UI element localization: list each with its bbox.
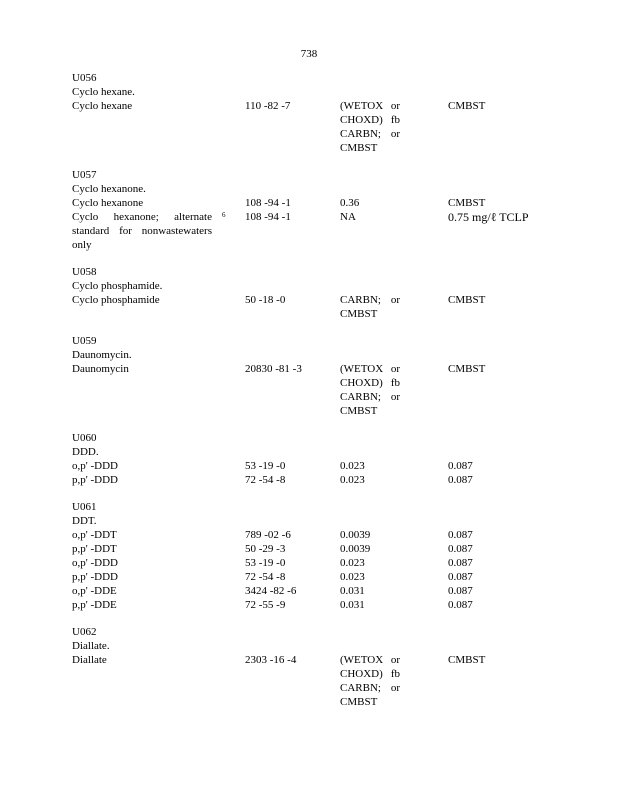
wastewater-standard-line bbox=[340, 404, 400, 418]
cas-number: 53 -19 -0 bbox=[245, 460, 286, 472]
wastewater-standard bbox=[340, 584, 400, 598]
technology-code: CMBST bbox=[340, 696, 378, 708]
technology-code: CMBST bbox=[340, 308, 378, 320]
wastewater-standard bbox=[340, 598, 400, 612]
wastewater-standard-line bbox=[340, 293, 400, 307]
wastewater-standard bbox=[340, 528, 400, 542]
constituent-row bbox=[72, 293, 572, 321]
waste-heading: Cyclo hexanone. bbox=[72, 183, 146, 195]
technology-connector: fb bbox=[390, 377, 400, 389]
waste-code: U057 bbox=[72, 169, 97, 181]
nonwastewater-standard: 0.087 bbox=[448, 571, 473, 583]
technology-code: CARBN; bbox=[340, 682, 381, 694]
constituent-name-line: Cyclo hexane bbox=[72, 100, 133, 112]
constituent-name-line: Cyclo phosphamide bbox=[72, 294, 160, 306]
wastewater-standard-line bbox=[340, 653, 400, 667]
cas-number: 50 -18 -0 bbox=[245, 294, 286, 306]
constituent-row bbox=[72, 473, 572, 487]
constituent-name bbox=[72, 653, 212, 667]
waste-section bbox=[72, 625, 572, 709]
technology-connector: fb bbox=[390, 668, 400, 680]
constituent-row bbox=[72, 528, 572, 542]
technology-code: 0.031 bbox=[340, 585, 365, 597]
constituent-name bbox=[72, 584, 212, 598]
cas-number: 108 -94 -1 bbox=[245, 211, 291, 223]
wastewater-standard bbox=[340, 459, 400, 473]
waste-section bbox=[72, 334, 572, 418]
nonwastewater-standard: 0.087 bbox=[448, 557, 473, 569]
technology-code: CMBST bbox=[340, 405, 378, 417]
waste-section bbox=[72, 71, 572, 155]
constituent-row bbox=[72, 556, 572, 570]
technology-connector: or bbox=[390, 128, 400, 140]
constituent-name-line: only bbox=[72, 239, 92, 251]
page-number: 738 bbox=[300, 48, 318, 60]
cas-number: 2303 -16 -4 bbox=[245, 654, 297, 666]
constituent-name bbox=[72, 598, 212, 612]
constituent-name bbox=[72, 362, 212, 376]
cas-number: 72 -54 -8 bbox=[245, 474, 286, 486]
wastewater-standard-line bbox=[340, 695, 400, 709]
waste-code: U058 bbox=[72, 266, 97, 278]
constituent-row bbox=[72, 542, 572, 556]
cas-number: 53 -19 -0 bbox=[245, 557, 286, 569]
cas-number: 789 -02 -6 bbox=[245, 529, 291, 541]
constituent-name-line: o,p' -DDT bbox=[72, 529, 117, 541]
nonwastewater-standard: CMBST bbox=[448, 654, 486, 666]
cas-number: 108 -94 -1 bbox=[245, 197, 291, 209]
waste-code: U059 bbox=[72, 335, 97, 347]
constituent-name-line: standard for nonwastewaters bbox=[72, 225, 212, 237]
wastewater-standard bbox=[340, 196, 400, 210]
technology-code: 0.36 bbox=[340, 197, 360, 209]
constituent-name bbox=[72, 196, 212, 210]
constituent-name-line: p,p' -DDE bbox=[72, 599, 117, 611]
constituent-row bbox=[72, 196, 572, 210]
wastewater-standard-line bbox=[340, 667, 400, 681]
technology-connector: fb bbox=[390, 114, 400, 126]
constituent-row bbox=[72, 598, 572, 612]
constituent-name-line: p,p' -DDD bbox=[72, 474, 118, 486]
constituent-name-line: p,p' -DDD bbox=[72, 571, 118, 583]
waste-code: U061 bbox=[72, 501, 97, 513]
constituent-row bbox=[72, 362, 572, 418]
technology-code: CHOXD) bbox=[340, 377, 383, 389]
technology-code: 0.0039 bbox=[340, 529, 371, 541]
nonwastewater-standard: 0.75 mg/ℓ TCLP bbox=[448, 210, 529, 224]
nonwastewater-standard: 0.087 bbox=[448, 543, 473, 555]
constituent-name bbox=[72, 473, 212, 487]
waste-heading: DDD. bbox=[72, 446, 99, 458]
constituent-name-line: o,p' -DDD bbox=[72, 460, 118, 472]
waste-section bbox=[72, 431, 572, 487]
technology-code: (WETOX bbox=[340, 654, 384, 666]
cas-number: 3424 -82 -6 bbox=[245, 585, 297, 597]
technology-code: CARBN; bbox=[340, 294, 381, 306]
wastewater-standard-line bbox=[340, 528, 400, 542]
waste-section bbox=[72, 168, 572, 252]
constituent-name bbox=[72, 210, 226, 252]
constituent-row bbox=[72, 210, 572, 252]
constituent-row bbox=[72, 653, 572, 709]
technology-code: CHOXD) bbox=[340, 114, 383, 126]
wastewater-standard bbox=[340, 473, 400, 487]
constituent-name bbox=[72, 570, 212, 584]
constituent-name bbox=[72, 556, 212, 570]
wastewater-standard-line bbox=[340, 362, 400, 376]
waste-heading: Cyclo phosphamide. bbox=[72, 280, 163, 292]
constituent-name-line: o,p' -DDE bbox=[72, 585, 117, 597]
technology-code: NA bbox=[340, 211, 356, 223]
cas-number: 20830 -81 -3 bbox=[245, 363, 302, 375]
wastewater-standard-line bbox=[340, 681, 400, 695]
wastewater-standard bbox=[340, 99, 400, 155]
technology-code: CARBN; bbox=[340, 391, 381, 403]
cas-number: 50 -29 -3 bbox=[245, 543, 286, 555]
wastewater-standard-line bbox=[340, 556, 400, 570]
waste-section bbox=[72, 500, 572, 612]
technology-connector: or bbox=[390, 391, 400, 403]
constituent-name-line: p,p' -DDT bbox=[72, 543, 117, 555]
wastewater-standard bbox=[340, 542, 400, 556]
technology-connector: or bbox=[390, 363, 400, 375]
waste-code: U056 bbox=[72, 72, 97, 84]
constituent-row bbox=[72, 570, 572, 584]
wastewater-standard bbox=[340, 210, 400, 224]
technology-code: CARBN; bbox=[340, 128, 381, 140]
constituent-row bbox=[72, 584, 572, 598]
constituent-name-line: Cyclo hexanone; alternate 6 bbox=[72, 210, 212, 224]
technology-connector: or bbox=[390, 100, 400, 112]
constituent-row bbox=[72, 99, 572, 155]
waste-section bbox=[72, 265, 572, 321]
nonwastewater-standard: 0.087 bbox=[448, 599, 473, 611]
wastewater-standard-line bbox=[340, 196, 400, 210]
technology-code: (WETOX bbox=[340, 363, 384, 375]
technology-code: CHOXD) bbox=[340, 668, 383, 680]
technology-connector: or bbox=[390, 682, 400, 694]
cas-number: 72 -54 -8 bbox=[245, 571, 286, 583]
wastewater-standard-line bbox=[340, 307, 400, 321]
nonwastewater-standard: CMBST bbox=[448, 100, 486, 112]
nonwastewater-standard: CMBST bbox=[448, 197, 486, 209]
waste-code: U062 bbox=[72, 626, 97, 638]
wastewater-standard-line bbox=[340, 390, 400, 404]
wastewater-standard-line bbox=[340, 376, 400, 390]
constituent-name-line: Daunomycin bbox=[72, 363, 129, 375]
constituent-name bbox=[72, 293, 212, 307]
constituent-row bbox=[72, 459, 572, 473]
wastewater-standard bbox=[340, 653, 400, 709]
waste-code: U060 bbox=[72, 432, 97, 444]
cas-number: 72 -55 -9 bbox=[245, 599, 286, 611]
wastewater-standard-line bbox=[340, 99, 400, 113]
waste-heading: DDT. bbox=[72, 515, 97, 527]
wastewater-standard-line bbox=[340, 542, 400, 556]
wastewater-standard-line bbox=[340, 141, 400, 155]
wastewater-standard bbox=[340, 362, 400, 418]
wastewater-standard bbox=[340, 556, 400, 570]
technology-code: 0.0039 bbox=[340, 543, 371, 555]
constituent-name-line: Cyclo hexanone bbox=[72, 197, 144, 209]
nonwastewater-standard: 0.087 bbox=[448, 474, 473, 486]
cas-number: 110 -82 -7 bbox=[245, 100, 291, 112]
waste-heading: Cyclo hexane. bbox=[72, 86, 135, 98]
nonwastewater-standard: CMBST bbox=[448, 363, 486, 375]
technology-code: 0.023 bbox=[340, 460, 365, 472]
technology-connector: or bbox=[390, 294, 400, 306]
wastewater-standard-line bbox=[340, 210, 400, 224]
constituent-name bbox=[72, 542, 212, 556]
constituent-name bbox=[72, 99, 212, 113]
wastewater-standard-line bbox=[340, 127, 400, 141]
constituent-name bbox=[72, 528, 212, 542]
technology-code: 0.023 bbox=[340, 571, 365, 583]
technology-connector: or bbox=[390, 654, 400, 666]
constituent-name-line: Diallate bbox=[72, 654, 107, 666]
wastewater-standard-line bbox=[340, 570, 400, 584]
technology-code: 0.023 bbox=[340, 557, 365, 569]
waste-heading: Diallate. bbox=[72, 640, 110, 652]
waste-heading: Daunomycin. bbox=[72, 349, 132, 361]
nonwastewater-standard: 0.087 bbox=[448, 529, 473, 541]
wastewater-standard-line bbox=[340, 113, 400, 127]
regulation-table bbox=[72, 71, 572, 722]
footnote-marker: 6 bbox=[222, 211, 226, 219]
wastewater-standard-line bbox=[340, 584, 400, 598]
wastewater-standard-line bbox=[340, 473, 400, 487]
wastewater-standard-line bbox=[340, 598, 400, 612]
wastewater-standard bbox=[340, 570, 400, 584]
technology-code: 0.031 bbox=[340, 599, 365, 611]
nonwastewater-standard: 0.087 bbox=[448, 460, 473, 472]
wastewater-standard bbox=[340, 293, 400, 321]
technology-code: CMBST bbox=[340, 142, 378, 154]
nonwastewater-standard: 0.087 bbox=[448, 585, 473, 597]
technology-code: (WETOX bbox=[340, 100, 384, 112]
constituent-name bbox=[72, 459, 212, 473]
technology-code: 0.023 bbox=[340, 474, 365, 486]
constituent-name-line: o,p' -DDD bbox=[72, 557, 118, 569]
nonwastewater-standard: CMBST bbox=[448, 294, 486, 306]
wastewater-standard-line bbox=[340, 459, 400, 473]
